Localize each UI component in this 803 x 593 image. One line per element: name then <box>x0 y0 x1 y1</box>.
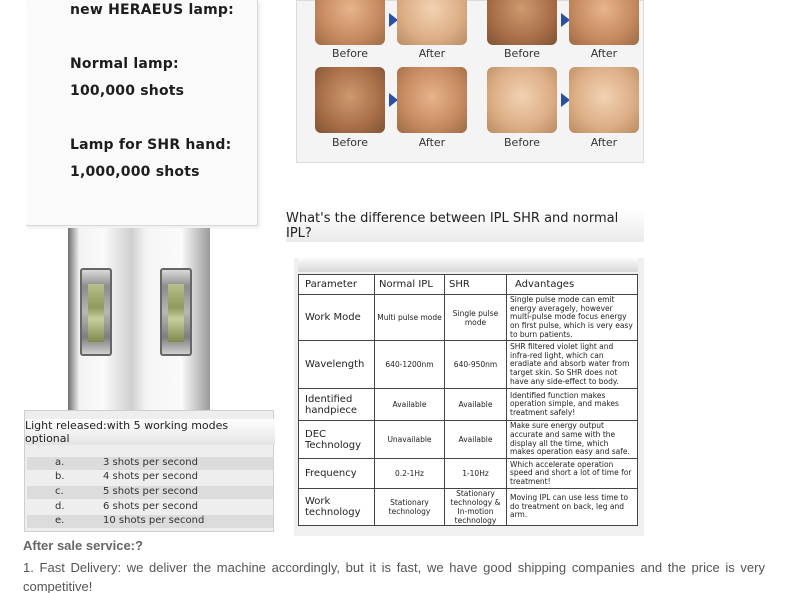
before-photo <box>315 67 385 133</box>
after-label: After <box>418 47 446 60</box>
handpiece-slot-left <box>80 268 112 356</box>
after-label: After <box>590 47 618 60</box>
header-shr: SHR <box>445 275 507 295</box>
normal-lamp-shots: 100,000 shots <box>70 83 185 99</box>
comparison-table-wrap <box>294 258 644 536</box>
before-label: Before <box>504 47 540 60</box>
handpiece-photo <box>68 228 210 414</box>
after-photo <box>397 67 467 133</box>
lamp-info-card <box>26 0 258 226</box>
header-normal-ipl: Normal IPL <box>375 275 445 295</box>
before-label: Before <box>332 136 368 149</box>
after-photo <box>569 0 639 45</box>
fast-delivery-text: 1. Fast Delivery: we deliver the machine accordingly, but it is fast, we have good shipping companies and the price is very competitive! <box>23 560 765 593</box>
before-after-panel <box>296 0 644 163</box>
after-sale-heading: After sale service:? <box>23 538 143 553</box>
table-row: Work technology Stationary technology Stationary technology & In-motion technology Moving IPL can use less time to do treatment on back, leg and arm. <box>299 489 638 526</box>
before-photo <box>487 0 557 45</box>
comparison-title: What's the difference between IPL SHR and normal IPL? <box>286 210 644 242</box>
normal-lamp-label: Normal lamp: <box>70 56 179 72</box>
modes-title: Light released:with 5 working modes optional <box>25 419 275 445</box>
after-photo <box>569 67 639 133</box>
before-label: Before <box>504 136 540 149</box>
table-header-row <box>299 275 638 295</box>
table-row: Wavelength 640-1200nm 640-950nm SHR filtered violet light and infra-red light, which can eradiate and absorb water from target skin. So SHR does not have any side-effect to body. <box>299 341 638 389</box>
after-label: After <box>590 136 618 149</box>
mode-row: e. 10 shots per second <box>27 515 273 528</box>
after-photo <box>397 0 467 45</box>
before-photo <box>315 0 385 45</box>
table-row: Frequency 0.2-1Hz 1-10Hz Which accelerate operation speed and short a lot of time for treatment! <box>299 459 638 489</box>
header-parameter: Parameter <box>299 275 375 295</box>
shr-lamp-label: Lamp for SHR hand: <box>70 137 232 153</box>
handpiece-slot-right <box>160 268 192 356</box>
mode-row: d. 6 shots per second <box>55 501 198 512</box>
working-modes-table <box>24 410 274 532</box>
lamp-heading: new HERAEUS lamp: <box>70 2 234 18</box>
table-row: DEC Technology Unavailable Available Make sure energy output accurate and same with the display all the time, which makes operation easy and safe. <box>299 421 638 459</box>
before-label: Before <box>332 47 368 60</box>
mode-row: a. 3 shots per second <box>27 457 273 470</box>
mode-row: b. 4 shots per second <box>55 471 198 482</box>
before-photo <box>487 67 557 133</box>
shr-lamp-shots: 1,000,000 shots <box>70 164 200 180</box>
mode-row: c. 5 shots per second <box>27 486 273 499</box>
comparison-table <box>298 274 638 526</box>
after-label: After <box>418 136 446 149</box>
table-top-band <box>298 258 638 272</box>
header-advantages: Advantages <box>507 275 638 295</box>
table-row: Identified handpiece Available Available Identified function makes operation simple, and makes treatment safely! <box>299 389 638 421</box>
table-row: Work Mode Multi pulse mode Single pulse mode Single pulse mode can emit energy averagely, however multi-pulse mode focus energy on first pulse, which is very easy to burn patients. <box>299 295 638 341</box>
